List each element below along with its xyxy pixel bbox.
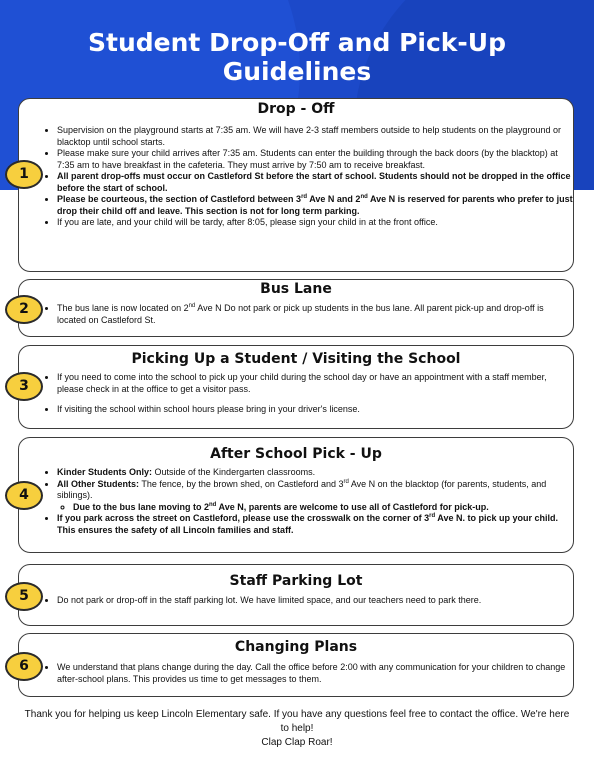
footer-slogan: Clap Clap Roar! (261, 737, 333, 748)
page-title (0, 28, 594, 86)
section-after-school (18, 437, 574, 553)
section-heading: Picking Up a Student / Visiting the School (131, 351, 461, 367)
section-heading: Bus Lane (260, 281, 332, 297)
list-item (57, 194, 573, 217)
list-item: • All Other Students: The fence, by the brown shed, on Castleford and 3rd Ave N on the blacktop (for parents, students, and siblings). ◦ Due to the bus lane moving to 2nd Ave N, parents are welcome to use all of Castleford for pick-up. (57, 479, 573, 514)
list-item: • Supervision on the playground starts at 7:35 am. We will have 2-3 staff members outside to help students on the playground or blacktop until school starts. (57, 125, 573, 148)
bullet-list (19, 662, 573, 685)
bullet-list (19, 467, 573, 536)
section-number-badge: 6 (5, 652, 43, 681)
section-number-badge: 3 (5, 372, 43, 401)
bullet-list (19, 303, 573, 326)
list-item: • The bus lane is now located on 2nd Ave N Do not park or pick up students in the bus lane. All parent pick-up and drop-off is located on Castleford St. (57, 303, 573, 326)
bold-text: Please be courteous, the section of Castleford between 3rd Ave N and 2nd Ave N is reserved for parents who prefer to just drop their child off and leave. This section is not for long term parking. (57, 194, 573, 216)
list-item: • If visiting the school within school hours please bring in your driver's license. (57, 404, 573, 416)
section-heading: Staff Parking Lot (229, 573, 363, 589)
section-changing-plans (18, 633, 574, 697)
list-item: • Please make sure your child arrives after 7:35 am. Students can enter the building through the back doors (by the blacktop) at 7:35 am to have breakfast in the cafeteria. They must arrive by 7:50 am to receive breakfast. (57, 148, 573, 171)
sub-list (57, 502, 573, 514)
page-title-line1: Student Drop-Off and Pick-Up (88, 28, 506, 57)
list-item: • We understand that plans change during the day. Call the office before 2:00 with any communication for your children to change after-school plans. This provides us time to get messages to them. (57, 662, 573, 685)
bullet-list (19, 372, 573, 416)
footer-message: Thank you for helping us keep Lincoln Elementary safe. If you have any questions feel free to contact the office. We're here to help! (24, 709, 570, 734)
section-number-badge: 5 (5, 582, 43, 611)
page-title-line2: Guidelines (222, 57, 372, 86)
list-item: • Do not park or drop-off in the staff parking lot. We have limited space, and our teachers need to park there. (57, 595, 573, 607)
list-item (57, 171, 573, 194)
footer (20, 708, 574, 750)
section-heading: Drop - Off (257, 101, 335, 117)
list-item: • If you are late, and your child will be tardy, after 8:05, please sign your child in at the front office. (57, 217, 573, 229)
section-number-badge: 4 (5, 481, 43, 510)
section-staff-parking (18, 564, 574, 626)
bullet-list (19, 125, 573, 229)
section-number-badge: 2 (5, 295, 43, 324)
list-item: • If you park across the street on Castleford, please use the crosswalk on the corner of 3rd Ave N. to pick up your child. This ensures the safety of all Lincoln families and staff. (57, 513, 573, 536)
section-heading: Changing Plans (234, 639, 358, 655)
list-item: • If you need to come into the school to pick up your child during the school day or have an appointment with a staff member, please check in at the office to get a visitor pass. (57, 372, 573, 395)
sub-list-item: ◦ Due to the bus lane moving to 2nd Ave N, parents are welcome to use all of Castleford for pick-up. (73, 502, 573, 514)
section-picking-up (18, 345, 574, 429)
bold-text: All parent drop-offs must occur on Castleford St before the start of school. Students should not be dropped in the office before the start of school. (57, 171, 571, 193)
section-drop-off (18, 98, 574, 272)
list-item: • Kinder Students Only: Outside of the Kindergarten classrooms. (57, 467, 573, 479)
section-heading: After School Pick - Up (210, 446, 382, 462)
section-bus-lane (18, 279, 574, 337)
section-number-badge: 1 (5, 160, 43, 189)
bullet-list (19, 595, 573, 607)
